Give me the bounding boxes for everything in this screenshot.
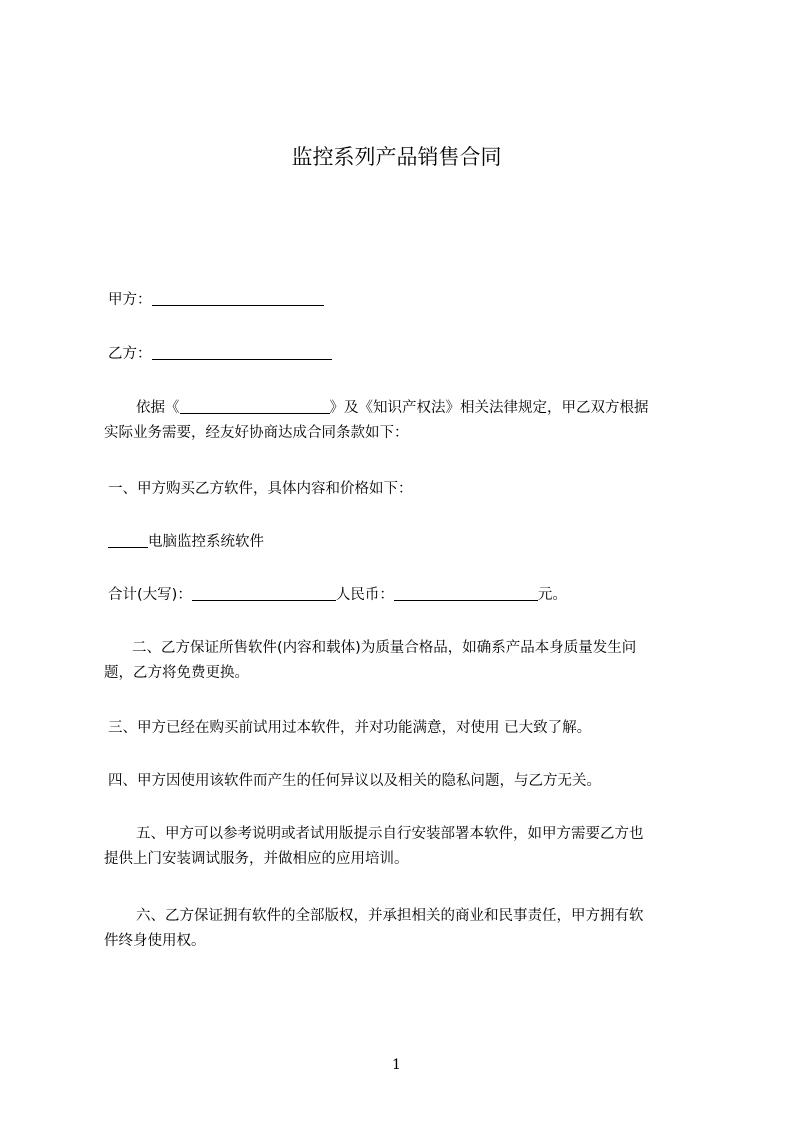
- clause-2-line-1: 二、乙方保证所售软件(内容和载体)为质量合格品，如确系产品本身质量发生问: [132, 640, 637, 656]
- clause-6: [104, 904, 704, 954]
- total-row: [108, 585, 708, 605]
- rmb-blank: [394, 586, 538, 601]
- clause-6-line-2: 件终身使用权。: [104, 933, 206, 949]
- product-row: [108, 532, 708, 552]
- total-label: 合计(大写)：: [108, 587, 192, 603]
- party-b-blank: [152, 345, 332, 360]
- party-a-label: 甲方：: [108, 292, 152, 308]
- clause-2: [104, 636, 704, 686]
- clause-4: 四、甲方因使用该软件而产生的任何异议以及相关的隐私问题，与乙方无关。: [108, 773, 601, 789]
- page-number: 1: [392, 1057, 401, 1073]
- preamble-line-2: 实际业务需要，经友好协商达成合同条款如下：: [104, 425, 409, 441]
- quantity-blank: [108, 533, 148, 548]
- clause-6-line-1: 六、乙方保证拥有软件的全部版权，并承担相关的商业和民事责任，甲方拥有软: [136, 908, 644, 924]
- preamble-prefix: 依据《: [136, 400, 180, 416]
- party-b-row: [108, 344, 708, 364]
- party-a-row: [108, 290, 708, 310]
- clause-5-line-1: 五、甲方可以参考说明或者试用版提示自行安装部署本软件，如甲方需要乙方也: [136, 826, 644, 842]
- clause-3: 三、甲方已经在购买前试用过本软件，并对功能满意，对使用 已大致了解。: [108, 720, 592, 736]
- law-name-blank: [180, 399, 330, 414]
- product-name: 电脑监控系统软件: [148, 534, 264, 550]
- clause-5-line-2: 提供上门安装调试服务，并做相应的应用培训。: [104, 851, 409, 867]
- preamble-suffix: 》及《知识产权法》相关法律规定，甲乙双方根据: [329, 400, 649, 416]
- preamble-paragraph: [104, 396, 704, 446]
- party-a-blank: [152, 291, 324, 306]
- clause-5: [104, 822, 704, 872]
- party-b-label: 乙方：: [108, 346, 152, 362]
- clause-1: 一、甲方购买乙方软件，具体内容和价格如下：: [108, 481, 413, 497]
- rmb-label: 人民币：: [335, 587, 394, 603]
- currency-unit: 元。: [537, 587, 567, 603]
- clause-2-line-2: 题，乙方将免费更换。: [104, 665, 249, 681]
- total-uppercase-blank: [192, 586, 336, 601]
- page-title: 监控系列产品销售合同: [291, 145, 502, 169]
